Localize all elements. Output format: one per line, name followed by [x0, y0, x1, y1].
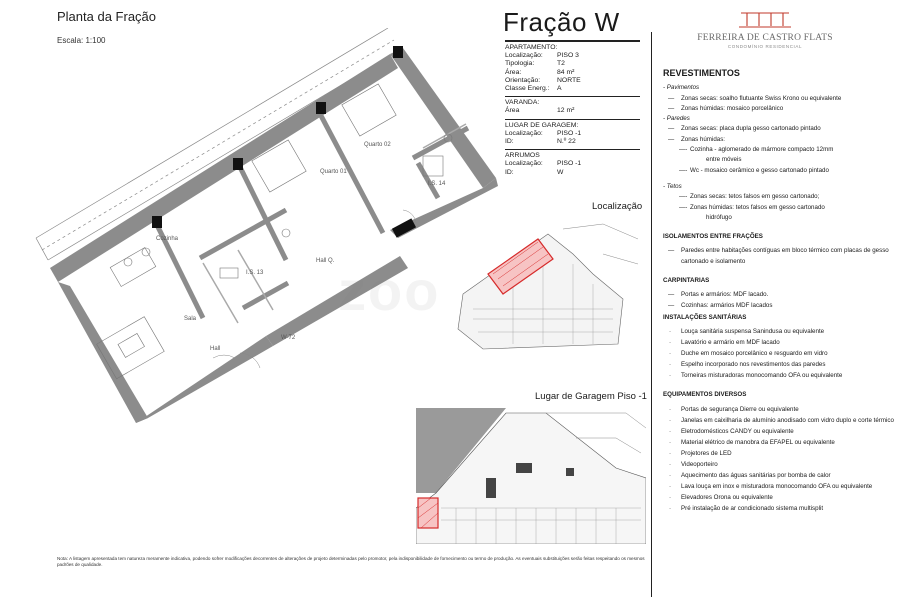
info-row [505, 85, 640, 93]
specs-section-title: EQUIPAMENTOS DIVERSOS [663, 391, 747, 399]
list-item: · Eletrodomésticos CANDY ou equivalente [663, 427, 895, 437]
room-is2: I.S. 14 [428, 181, 446, 187]
info-heading: APARTAMENTO: [505, 44, 558, 51]
spec-subitem: —- Zonas húmidas: tetos falsos em gesso cartonado [663, 203, 895, 213]
info-value: A [557, 85, 562, 93]
info-row [505, 130, 640, 138]
equipment-list [663, 405, 895, 514]
room-hall: Hall [210, 346, 221, 352]
info-row [505, 77, 640, 85]
info-value: W [557, 168, 564, 176]
list-item: · Videoporteiro [663, 460, 895, 470]
location-title: Localização [592, 201, 643, 212]
info-row [505, 107, 640, 115]
info-key: ID: [505, 138, 514, 146]
info-key: Localização: [505, 160, 543, 168]
disclaimer-note: Nota: A listagem apresentada tem natureza meramente indicativa, podendo sofrer modificações decorrentes de alterações de projeto determinadas pelo promotor, pela indisponibilidade de fornecimento ou termo de produção. As eventuais substituições serão feitas respeitando os mesmos padrões de qualidade. [57, 556, 645, 568]
logo-subtitle: CONDOMÍNIO RESIDENCIAL [727, 44, 803, 49]
room-living: Sala [184, 316, 197, 322]
plan-title: Planta da Fração [57, 9, 157, 24]
info-arrumos [505, 149, 640, 180]
info-row [505, 138, 640, 146]
info-heading: VARANDA: [505, 99, 540, 107]
specifications [663, 68, 895, 515]
room-kitchen: Cozinha [156, 236, 179, 242]
info-row [505, 60, 640, 68]
specs-section-title: INSTALAÇÕES SANITÁRIAS [663, 313, 747, 321]
info-key: Localização: [505, 52, 543, 60]
floor-plan [28, 28, 503, 423]
spec-subitem-cont: hidrófugo [706, 213, 732, 221]
specs-category: - Tetos [663, 182, 682, 190]
info-row [505, 69, 640, 77]
balcony [36, 28, 400, 260]
logo-mark-icon [737, 10, 793, 30]
info-key: ID: [505, 168, 514, 176]
list-item: · Janelas em caixilharia de alumínio anodisado com vidro duplo e corte térmico [663, 416, 895, 426]
spec-subitem: —- Cozinha - aglomerado de mármore compacto 12mm [663, 145, 895, 155]
specs-section-title: CARPINTARIAS [663, 277, 710, 285]
list-item: · Torneiras misturadoras monocomando OFA ou equivalente [663, 371, 895, 381]
spec-item: — Portas e armários: MDF lacado. [663, 290, 895, 300]
spec-item: — Zonas secas: soalho flutuante Swiss Krono ou equivalente [663, 94, 895, 104]
spec-item: — Paredes entre habitações contíguas em bloco térmico com placas de gesso cartonado e isolamento [663, 246, 895, 267]
info-value: N.º 22 [557, 138, 576, 146]
list-item: · Lavatório e armário em MDF lacado [663, 338, 895, 348]
logo-brand: FERREIRA DE CASTRO FLATS [697, 33, 833, 43]
list-item: · Espelho incorporado nos revestimentos das paredes [663, 360, 895, 370]
list-item: · Louça sanitária suspensa Sanindusa ou equivalente [663, 327, 895, 337]
list-item: · Aquecimento das águas sanitárias por bomba de calor [663, 471, 895, 481]
spec-item: — Zonas húmidas: mosaico porcelânico [663, 104, 895, 114]
spec-item: — Cozinhas: armários MDF lacados [663, 301, 895, 311]
watermark: zoo [338, 259, 441, 322]
list-item: · Portas de segurança Dierre ou equivalente [663, 405, 895, 415]
spec-subitem: —- Wc - mosaico cerâmico e gesso cartonado pintado [663, 166, 895, 176]
info-key: Classe Energ.: [505, 85, 550, 93]
room-hall-q: Hall Q. [316, 258, 335, 264]
list-item: · Duche em mosaico porcelânico e resguardo em vidro [663, 349, 895, 359]
garage-title: Lugar de Garagem Piso -1 [535, 391, 647, 402]
spec-item: — Zonas húmidas: [663, 135, 895, 145]
info-row [505, 160, 640, 168]
info-apartamento [505, 40, 640, 96]
info-value: PISO -1 [557, 160, 582, 168]
spec-subitem: —- Zonas secas: tetos falsos em gesso cartonado; [663, 192, 895, 202]
brand-logo [690, 10, 840, 49]
unit-title: Fração W [503, 7, 620, 37]
divider [651, 32, 652, 597]
spec-subitem-cont: entre móveis [706, 156, 742, 164]
list-item: · Elevadores Orona ou equivalente [663, 493, 895, 503]
list-item: · Projetores de LED [663, 449, 895, 459]
info-value: PISO -1 [557, 129, 582, 137]
list-item: · Pré instalação de ar condicionado sistema multisplit [663, 504, 895, 514]
room-bedroom2: Quarto 02 [364, 142, 391, 148]
location-map [453, 214, 643, 354]
specs-section-title: ISOLAMENTOS ENTRE FRAÇÕES [663, 233, 763, 241]
specs-category: - Paredes [663, 115, 690, 123]
info-value: NORTE [557, 76, 581, 84]
specs-title: REVESTIMENTOS [663, 68, 740, 78]
list-item: · Material elétrico de manobra da EFAPEL ou equivalente [663, 438, 895, 448]
info-value: T2 [557, 60, 565, 68]
info-value: PISO 3 [557, 52, 579, 60]
info-row [505, 169, 640, 177]
sanitary-list [663, 327, 895, 381]
unit-tag: W-72 [281, 335, 296, 341]
info-value: 12 m² [557, 107, 575, 115]
info-key: Área: [505, 68, 522, 76]
room-bedroom1: Quarto 01 [320, 169, 347, 175]
plan-scale: Escala: 1:100 [57, 36, 106, 45]
room-is1: I.S. 13 [246, 270, 264, 276]
unit-info-table [505, 40, 640, 180]
parking-highlight [418, 498, 438, 528]
info-garagem [505, 119, 640, 150]
info-heading: ARRUMOS [505, 152, 540, 160]
info-value: 84 m² [557, 68, 575, 76]
garage-map [416, 408, 646, 544]
spec-item: — Zonas secas: placa dupla gesso cartonado pintado [663, 124, 895, 134]
info-key: Tipologia: [505, 60, 535, 68]
specs-category: - Pavimentos [663, 84, 700, 92]
info-row [505, 52, 640, 60]
info-key: Localização: [505, 129, 543, 137]
info-heading: LUGAR DE GARAGEM: [505, 121, 579, 129]
list-item: · Lava louça em inox e misturadora monocomando OFA ou equivalente [663, 482, 895, 492]
info-key: Orientação: [505, 76, 541, 84]
info-key: Área [505, 107, 520, 115]
info-varanda [505, 96, 640, 118]
